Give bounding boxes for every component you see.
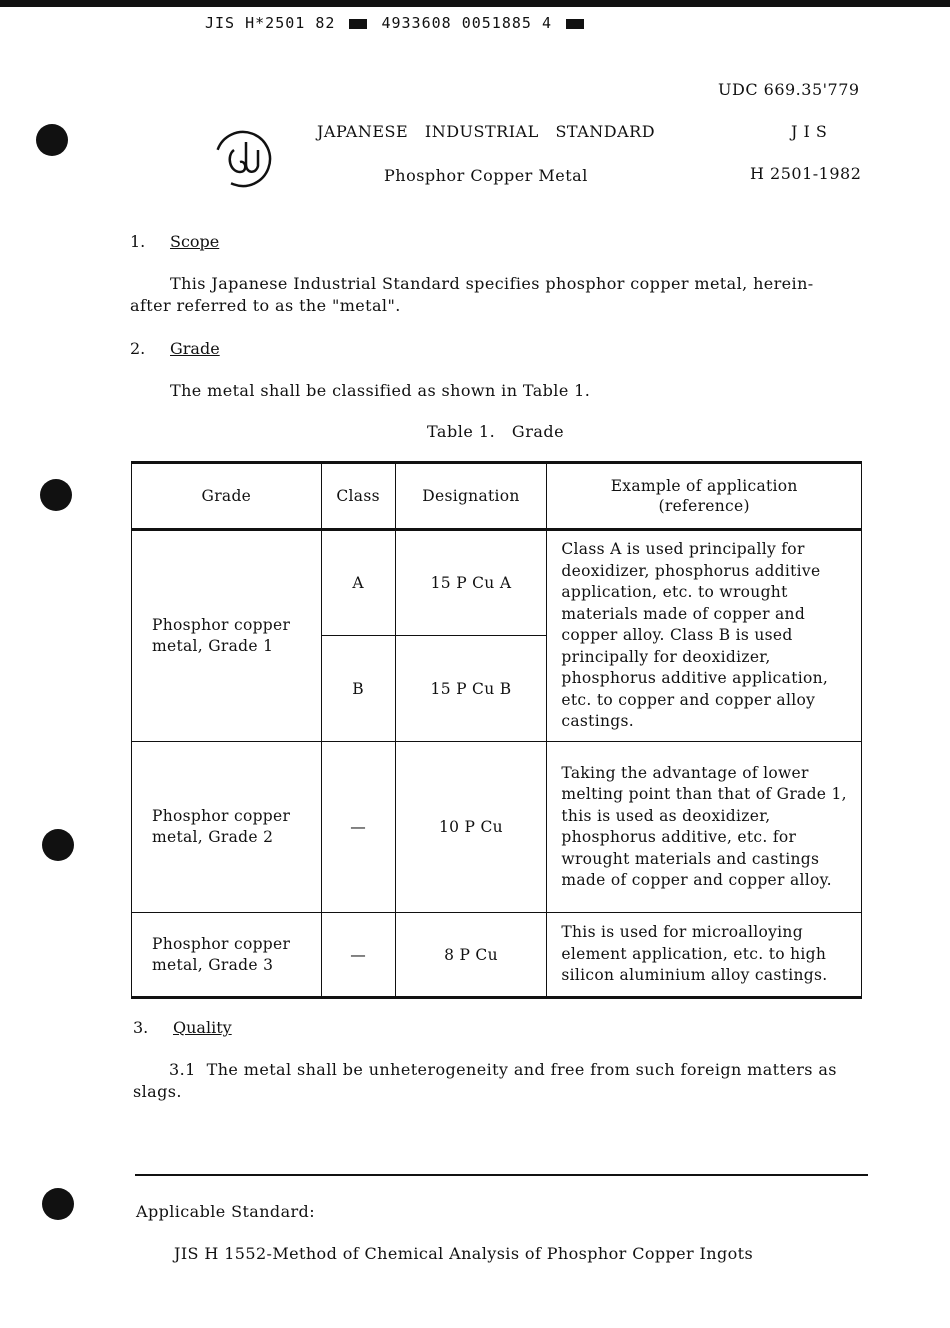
grade-table bbox=[131, 461, 862, 999]
designation-cell: 15 P Cu A bbox=[395, 530, 547, 636]
applicable-standard-label: Applicable Standard: bbox=[136, 1202, 315, 1221]
scan-code-right: 4933608 0051885 4 bbox=[381, 14, 552, 32]
application-cell: Class A is used principally for deoxidizer, phosphorus additive application, etc. to wrought materials made of copper and copper alloy. Class B is used principally for deoxidizer, phosphorus additive application, etc. to copper and copper alloy castings. bbox=[547, 530, 862, 742]
table-row bbox=[132, 530, 862, 636]
header-grade: Grade bbox=[132, 463, 322, 530]
section-title-scope: Scope bbox=[170, 232, 220, 251]
scope-text: This Japanese Industrial Standard specifies phosphor copper metal, herein-after referred to as the "metal". bbox=[130, 274, 814, 315]
udc-code: UDC 669.35'779 bbox=[718, 80, 860, 99]
punch-hole bbox=[42, 1188, 74, 1220]
scan-block-mark bbox=[349, 19, 367, 29]
scan-code-line bbox=[205, 14, 588, 32]
grade-cell: Phosphor copper metal, Grade 1 bbox=[132, 530, 322, 742]
section-title-grade: Grade bbox=[170, 339, 220, 358]
section-number: 2. bbox=[130, 339, 146, 358]
scan-top-bar bbox=[0, 0, 950, 7]
designation-cell: 8 P Cu bbox=[395, 913, 547, 998]
header-application: Example of application (reference) bbox=[547, 463, 862, 530]
class-cell: A bbox=[321, 530, 395, 636]
scan-block-mark bbox=[566, 19, 584, 29]
punch-hole bbox=[40, 479, 72, 511]
quality-text: 3.1 The metal shall be unheterogeneity and free from such foreign matters as slags. bbox=[133, 1060, 843, 1101]
applicable-standard-text: JIS H 1552-Method of Chemical Analysis of Phosphor Copper Ingots bbox=[174, 1244, 754, 1263]
grade-text: The metal shall be classified as shown in Table 1. bbox=[170, 381, 591, 400]
standard-number: H 2501-1982 bbox=[750, 164, 862, 183]
section-number: 3. bbox=[133, 1018, 149, 1037]
class-cell: — bbox=[321, 913, 395, 998]
section-title-quality: Quality bbox=[173, 1018, 232, 1037]
designation-cell: 10 P Cu bbox=[395, 742, 547, 913]
scan-code-left: JIS H*2501 82 bbox=[205, 14, 336, 32]
table-row bbox=[132, 913, 862, 998]
punch-hole bbox=[36, 124, 68, 156]
class-cell: — bbox=[321, 742, 395, 913]
grade-cell: Phosphor copper metal, Grade 3 bbox=[132, 913, 322, 998]
header-designation: Designation bbox=[395, 463, 547, 530]
application-cell: This is used for microalloying element application, etc. to high silicon aluminium alloy castings. bbox=[547, 913, 862, 998]
table-caption: Table 1. Grade bbox=[427, 422, 565, 441]
punch-hole bbox=[42, 829, 74, 861]
section-number: 1. bbox=[130, 232, 146, 251]
jis-logo bbox=[212, 128, 274, 190]
standard-org: JAPANESE INDUSTRIAL STANDARD bbox=[317, 122, 656, 141]
table-header-row bbox=[132, 463, 862, 530]
jis-label: J I S bbox=[791, 122, 828, 141]
document-title: Phosphor Copper Metal bbox=[384, 166, 588, 185]
application-cell: Taking the advantage of lower melting point than that of Grade 1, this is used as deoxidizer, phosphorus additive, etc. for wrought materials and castings made of copper and copper alloy. bbox=[547, 742, 862, 913]
grade-cell: Phosphor copper metal, Grade 2 bbox=[132, 742, 322, 913]
table-row bbox=[132, 742, 862, 913]
footer-divider bbox=[135, 1174, 868, 1176]
header-class: Class bbox=[321, 463, 395, 530]
designation-cell: 15 P Cu B bbox=[395, 636, 547, 742]
class-cell: B bbox=[321, 636, 395, 742]
